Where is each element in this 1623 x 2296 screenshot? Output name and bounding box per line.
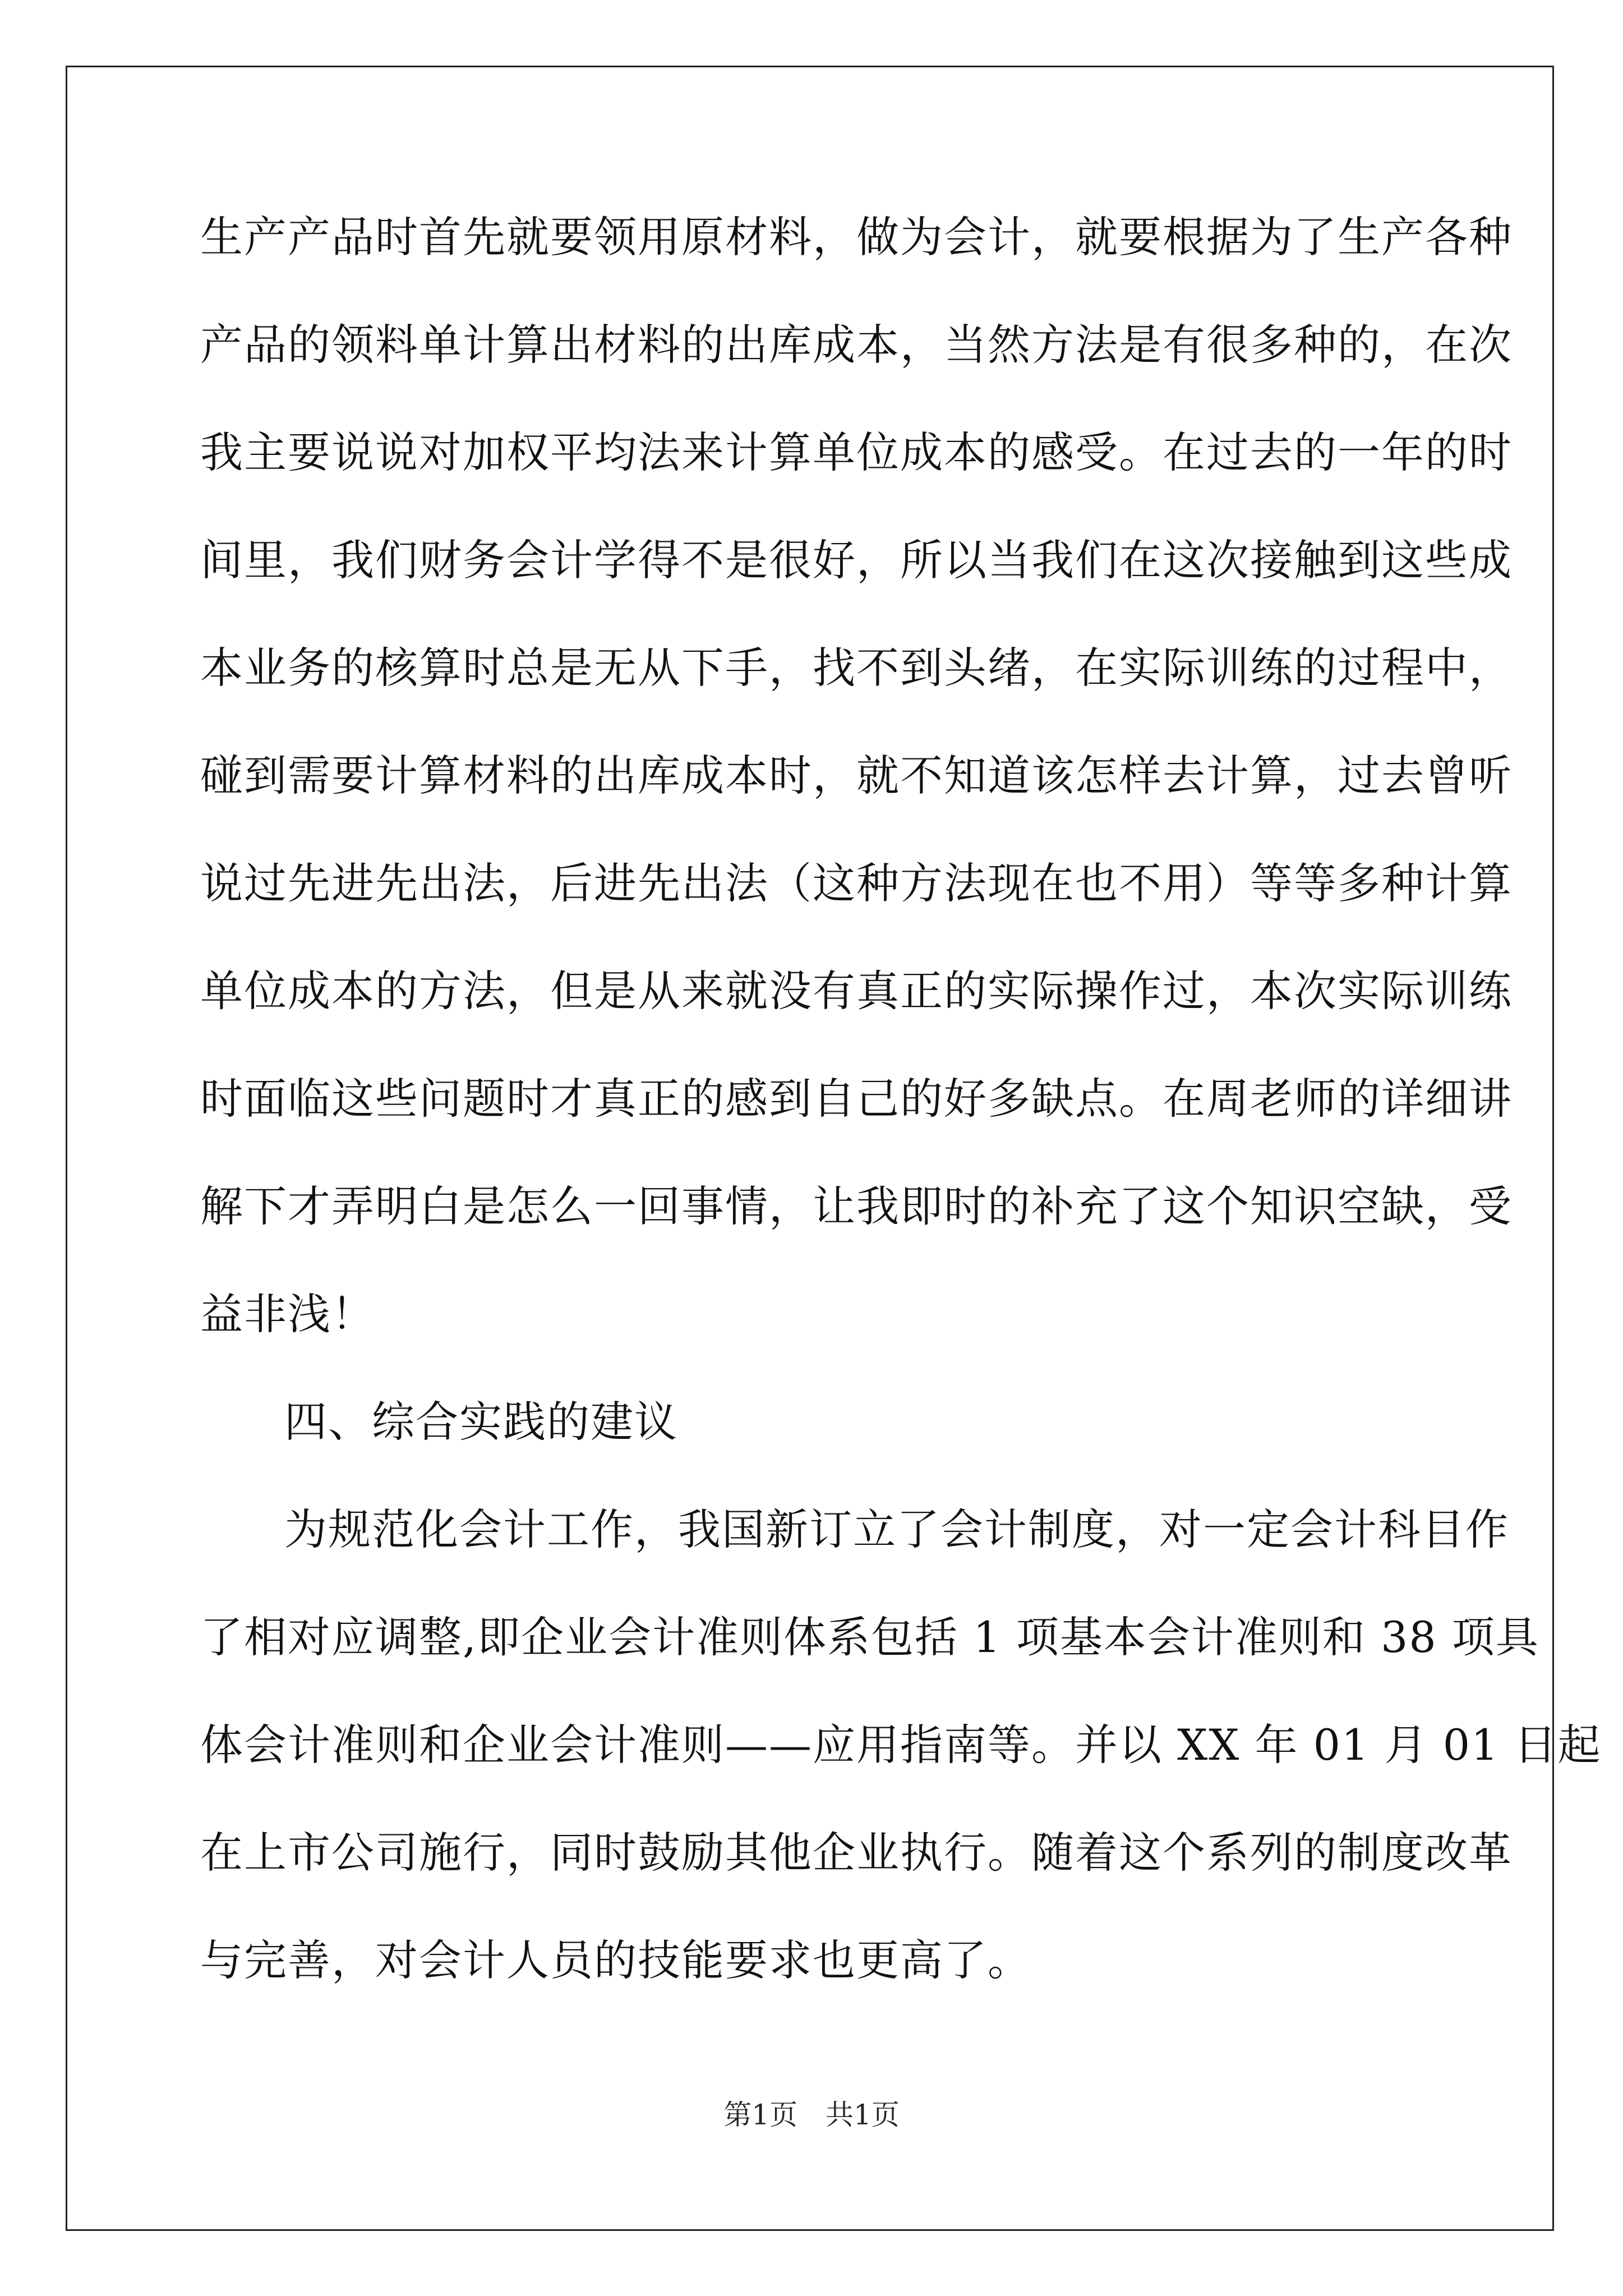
page-total: 共1页 <box>826 2099 900 2131</box>
paragraph-line: 本业务的核算时总是无从下手，找不到头绪，在实际训练的过程中， <box>200 643 1513 693</box>
paragraph-line: 为规范化会计工作，我国新订立了会计制度，对一定会计科目作 <box>284 1504 1509 1554</box>
paragraph-line: 了相对应调整,即企业会计准则体系包括 1 项基本会计准则和 38 项具 <box>200 1612 1539 1662</box>
page-number: 第1页 <box>723 2099 797 2131</box>
paragraph-line: 我主要说说对加权平均法来计算单位成本的感受。在过去的一年的时 <box>200 427 1513 477</box>
paragraph-line: 体会计准则和企业会计准则——应用指南等。并以 XX 年 01 月 01 日起 <box>200 1720 1602 1770</box>
page-footer <box>0 2092 1623 2133</box>
paragraph-line: 解下才弄明白是怎么一回事情，让我即时的补充了这个知识空缺，受 <box>200 1181 1513 1231</box>
paragraph-line: 在上市公司施行，同时鼓励其他企业执行。随着这个系列的制度改革 <box>200 1828 1513 1878</box>
section-heading: 四、综合实践的建议 <box>284 1397 678 1447</box>
paragraph-line: 时面临这些问题时才真正的感到自己的好多缺点。在周老师的详细讲 <box>200 1074 1513 1124</box>
paragraph-line: 说过先进先出法，后进先出法（这种方法现在也不用）等等多种计算 <box>200 858 1513 908</box>
paragraph-line: 益非浅！ <box>200 1289 375 1339</box>
paragraph-line: 与完善，对会计人员的技能要求也更高了。 <box>200 1935 1031 1985</box>
paragraph-line: 单位成本的方法，但是从来就没有真正的实际操作过，本次实际训练 <box>200 966 1513 1016</box>
paragraph-line: 碰到需要计算材料的出库成本时，就不知道该怎样去计算，过去曾听 <box>200 751 1513 800</box>
paragraph-line: 生产产品时首先就要领用原材料，做为会计，就要根据为了生产各种 <box>200 212 1513 262</box>
paragraph-line: 间里，我们财务会计学得不是很好，所以当我们在这次接触到这些成 <box>200 535 1513 585</box>
paragraph-line: 产品的领料单计算出材料的出库成本，当然方法是有很多种的，在次 <box>200 320 1513 370</box>
document-body <box>200 212 1602 2047</box>
